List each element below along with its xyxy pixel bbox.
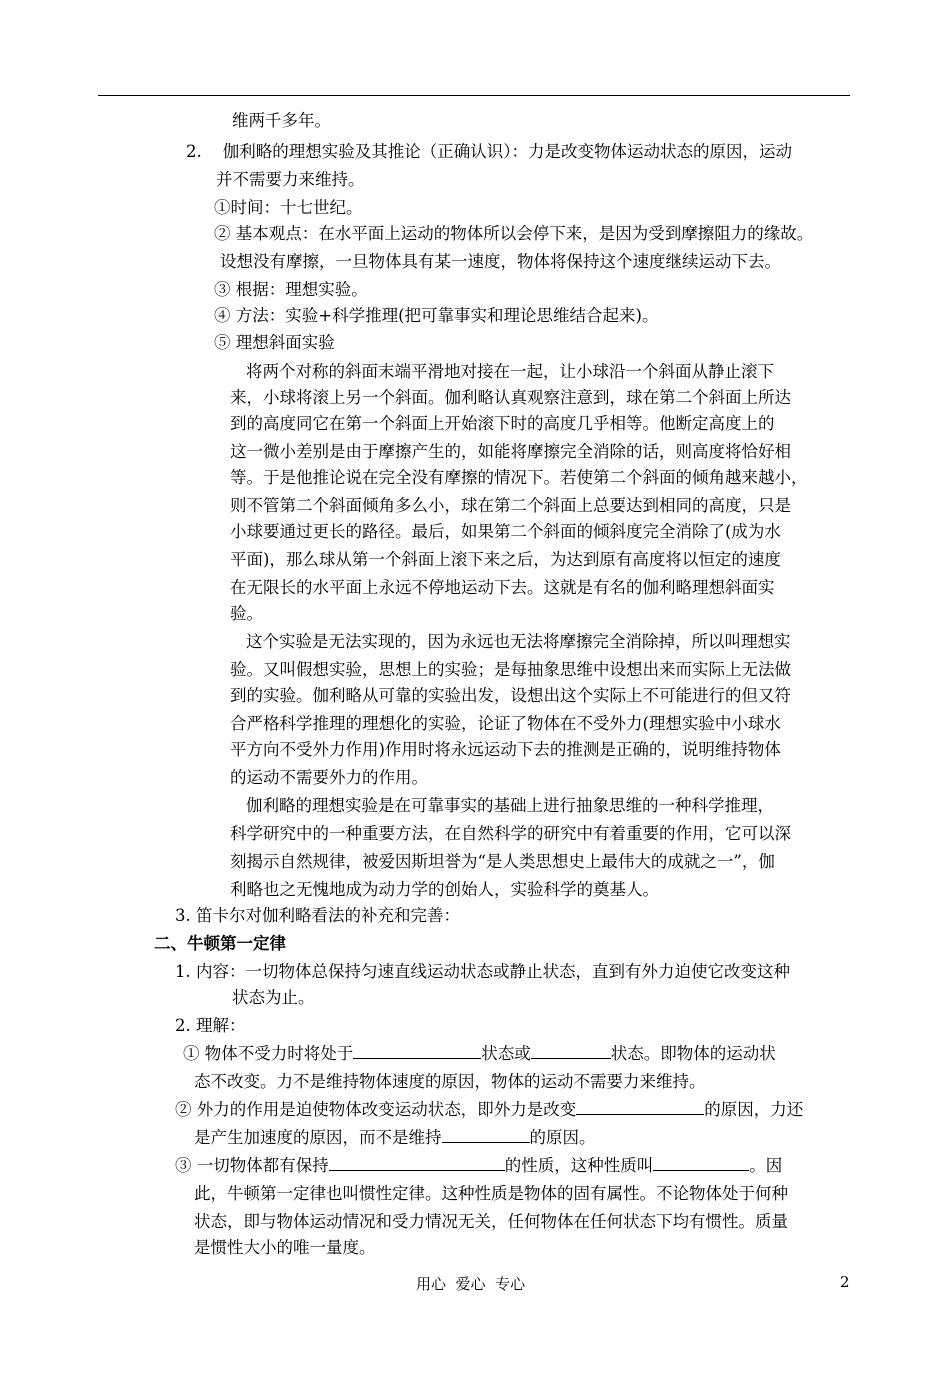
- text-line: 合严格科学推理的理想化的实验，论证了物体在不受外力(理想实验中小球水: [230, 714, 781, 733]
- text-line: 平面)，那么球从第一个斜面上滚下来之后，为达到原有高度将以恒定的速度: [230, 550, 781, 569]
- fill-in-blank[interactable]: [653, 1156, 749, 1171]
- text-line: ①时间：十七世纪。: [214, 198, 363, 217]
- text-segment: 外力的作用是迫使物体改变运动状态，即外力是改变: [196, 1100, 577, 1119]
- text-line: 状态，即与物体运动情况和受力情况无关，任何物体在任何状态下均有惯性。质量: [194, 1212, 788, 1231]
- text-line: ⑤ 理想斜面实验: [214, 333, 335, 352]
- text-line: 状态为止。: [232, 988, 315, 1007]
- text-line: 到的高度同它在第一个斜面上开始滚下时的高度几乎相等。他断定高度上的: [230, 414, 775, 433]
- text-line: 到的实验。伽利略从可靠的实验出发，设想出这个实际上不可能进行的但又符: [230, 686, 791, 705]
- text-line: 平方向不受外力作用)作用时将永远运动下去的推测是正确的，说明维持物体: [230, 740, 781, 759]
- section-heading: 二、牛顿第一定律: [154, 934, 286, 953]
- text-line: 验。又叫假想实验，思想上的实验；是每抽象思维中设想出来而实际上无法做: [230, 660, 791, 679]
- circled-number: ②: [175, 1100, 192, 1119]
- fill-in-blank[interactable]: [531, 1044, 611, 1059]
- fill-in-blank[interactable]: [442, 1128, 530, 1143]
- fill-in-blank[interactable]: [329, 1156, 505, 1171]
- fill-in-blank[interactable]: [353, 1044, 481, 1059]
- text-line: 此，牛顿第一定律也叫惯性定律。这种性质是物体的固有属性。不论物体处于何种: [194, 1184, 788, 1203]
- text-segment: 物体不受力时将处于: [204, 1044, 354, 1063]
- text-line: 在无限长的水平面上永远不停地运动下去。这就是有名的伽利略理想斜面实: [230, 578, 775, 597]
- text-line: 维两千多年。: [232, 111, 331, 130]
- page-number: 2: [840, 1273, 850, 1291]
- text-line: 验。: [230, 604, 263, 623]
- text-line: 来，小球将滚上另一个斜面。伽利略认真观察注意到，球在第二个斜面上所达: [230, 388, 791, 407]
- text-line: 设想没有摩擦，一旦物体具有某一速度，物体将保持这个速度继续运动下去。: [220, 252, 781, 271]
- text-segment: 是产生加速度的原因，而不是维持: [194, 1128, 442, 1147]
- circled-number: ③: [175, 1156, 192, 1175]
- text-line: 1. 内容：一切物体总保持匀速直线运动状态或静止状态，直到有外力迫使它改变这种: [175, 962, 790, 981]
- text-line: 这一微小差别是由于摩擦产生的，如能将摩擦完全消除的话，则高度将恰好相: [230, 442, 791, 461]
- fill-in-line: [183, 1044, 776, 1064]
- text-line: 是惯性大小的唯一量度。: [194, 1238, 376, 1257]
- text-segment: 的原因，力还: [704, 1100, 804, 1119]
- fill-in-line: [175, 1100, 803, 1120]
- header-rule: [98, 95, 850, 96]
- text-segment: 的性质，这种性质叫: [504, 1156, 654, 1175]
- text-line: 等。于是他推论说在完全没有摩擦的情况下。若使第二个斜面的倾角越来越小，: [230, 468, 808, 487]
- fill-in-line: [194, 1128, 596, 1148]
- text-line: 刻揭示自然规律，被爱因斯坦誉为“是人类思想史上最伟大的成就之一”，伽: [230, 852, 775, 871]
- footer-motto: 用心 爱心 专心: [416, 1275, 526, 1293]
- text-line: 2. 理解：: [175, 1016, 246, 1035]
- text-segment: 。因: [749, 1156, 783, 1175]
- text-segment: 的原因。: [529, 1128, 596, 1147]
- fill-in-line: [175, 1156, 782, 1176]
- text-line: 伽利略的理想实验是在可靠事实的基础上进行抽象思维的一种科学推理，: [246, 796, 774, 815]
- text-line: ④ 方法：实验+科学推理(把可靠事实和理论思维结合起来)。: [214, 306, 659, 325]
- text-line: 2. 伽利略的理想实验及其推论（正确认识）：力是改变物体运动状态的原因，运动: [186, 142, 792, 161]
- text-line: 利略也之无愧地成为动力学的创始人，实验科学的奠基人。: [230, 880, 659, 899]
- text-line: ③ 根据：理想实验。: [214, 280, 368, 299]
- text-line: 3. 笛卡尔对伽利略看法的补充和完善：: [175, 906, 460, 925]
- text-line: 小球要通过更长的路径。最后，如果第二个斜面的倾斜度完全消除了(成为水: [230, 522, 781, 541]
- text-segment: 一切物体都有保持: [196, 1156, 329, 1175]
- text-line: 则不管第二个斜面倾角多么小，球在第二个斜面上总要达到相同的高度，只是: [230, 496, 791, 515]
- text-line: 这个实验是无法实现的，因为永远也无法将摩擦完全消除掉，所以叫理想实: [246, 632, 791, 651]
- text-segment: 状态。即物体的运动状: [610, 1044, 776, 1063]
- circled-number: ①: [183, 1044, 200, 1063]
- fill-in-blank[interactable]: [576, 1100, 704, 1115]
- text-line: 态不改变。力不是维持物体速度的原因，物体的运动不需要力来维持。: [194, 1072, 706, 1091]
- text-line: 将两个对称的斜面末端平滑地对接在一起，让小球沿一个斜面从静止滚下: [246, 362, 774, 381]
- text-segment: 状态或: [481, 1044, 531, 1063]
- text-line: 并不需要力来维持。: [216, 170, 365, 189]
- text-line: 科学研究中的一种重要方法，在自然科学的研究中有着重要的作用，它可以深: [230, 824, 791, 843]
- text-line: ② 基本观点：在水平面上运动的物体所以会停下来，是因为受到摩擦阻力的缘故。: [214, 224, 814, 243]
- text-line: 的运动不需要外力的作用。: [230, 768, 428, 787]
